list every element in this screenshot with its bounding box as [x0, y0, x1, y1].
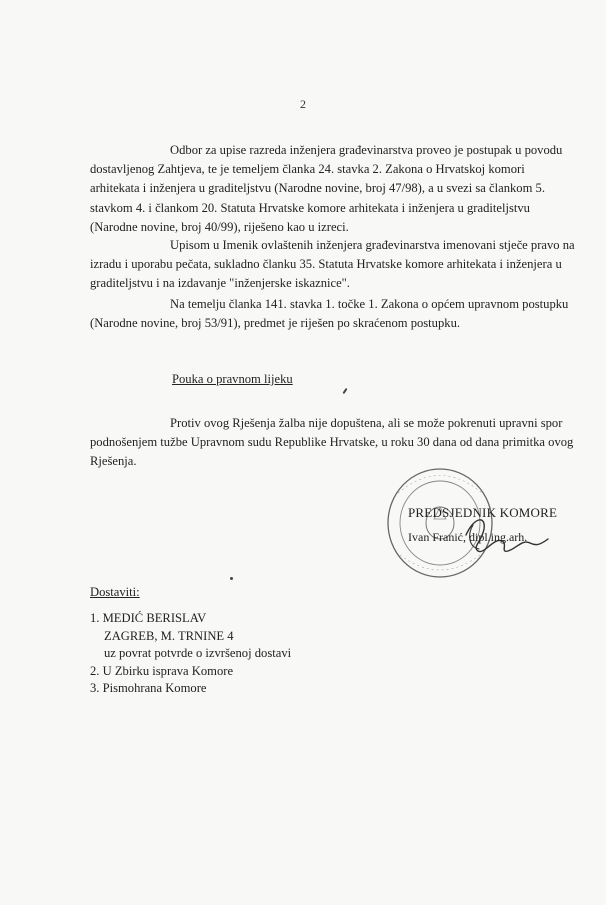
list-item: 3. Pismohrana Komore	[90, 681, 207, 695]
paragraph-line: Odbor za upise razreda inženjera građevinarstva proveo je postupak u povodu	[170, 143, 563, 157]
scan-speck	[342, 388, 347, 394]
list-item: uz povrat potvrde o izvršenoj dostavi	[104, 646, 292, 660]
scan-speck	[230, 577, 233, 580]
paragraph-line: (Narodne novine, broj 53/91), predmet je riješen po skraćenom postupku.	[90, 316, 461, 331]
paragraph-line: stavkom 4. i člankom 20. Statuta Hrvatske komore arhitekata i inženjera u graditeljstvu	[90, 200, 530, 215]
paragraph-line: Na temelju članka 141. stavka 1. točke 1. Zakona o općem upravnom postupku	[170, 297, 569, 311]
paragraph-line: Rješenja.	[90, 454, 137, 469]
paragraph-line: dostavljenog Zahtjeva, te je temeljem članka 24. stavka 2. Zakona o Hrvatskoj komori	[90, 162, 525, 177]
paragraph-line: Upisom u Imenik ovlaštenih inženjera građevinarstva imenovani stječe pravo na	[170, 238, 575, 252]
signature-name: Ivan Franić, dipl.ing.arh.	[408, 530, 528, 544]
paragraph-line: (Narodne novine, broj 40/99), riješeno kao u izreci.	[90, 219, 349, 234]
legal-remedy-heading: Pouka o pravnom lijeku	[172, 372, 293, 386]
list-item: ZAGREB, M. TRNINE 4	[104, 628, 234, 643]
paragraph-line: izradu i uporabu pečata, sukladno članku 35. Statuta Hrvatske komore arhitekata i inženjera u	[90, 257, 562, 272]
paragraph-line: podnošenjem tužbe Upravnom sudu Republike Hrvatske, u roku 30 dana od dana primitka ovog	[90, 435, 574, 450]
list-item: 1. MEDIĆ BERISLAV	[90, 611, 207, 625]
official-stamp	[378, 463, 578, 583]
paragraph-line: Protiv ovog Rješenja žalba nije dopuštena, ali se može pokrenuti upravni spor	[170, 416, 563, 430]
paragraph-line: arhitekata i inženjera u graditeljstvu (Narodne novine, broj 47/98), a u svezi sa člankom 5.	[90, 181, 545, 196]
list-item: 2. U Zbirku isprava Komore	[90, 663, 234, 678]
paragraph-registry	[90, 236, 575, 294]
distribution-heading: Dostaviti:	[90, 585, 140, 599]
page-number: 2	[300, 97, 306, 111]
paragraph-procedure	[90, 141, 563, 237]
distribution-list	[90, 610, 291, 698]
signature-title: PREDSJEDNIK KOMORE	[408, 505, 558, 520]
paragraph-legal-basis	[90, 295, 569, 333]
paragraph-line: graditeljstvu i na izdavanje "inženjerske iskaznice".	[90, 276, 350, 291]
